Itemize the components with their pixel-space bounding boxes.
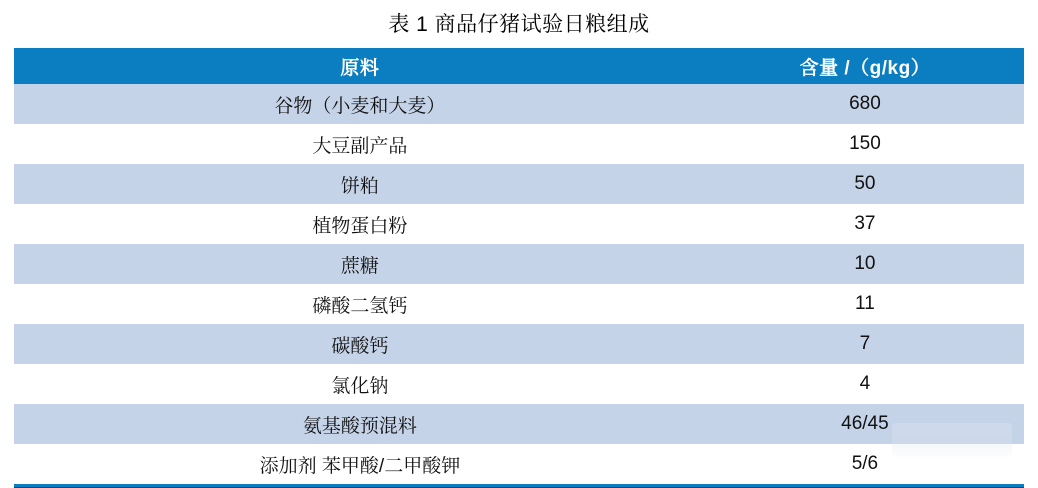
table-row [14, 244, 1024, 284]
table-caption: 表 1 商品仔猪试验日粮组成 [388, 13, 650, 36]
cell-amount: 680 [706, 84, 1024, 124]
cell-ingredient: 植物蛋白粉 [14, 204, 706, 244]
table-row [14, 324, 1024, 364]
table-row [14, 204, 1024, 244]
table-header-row [14, 48, 1024, 84]
cell-amount: 5/6 [706, 444, 1024, 484]
table-row [14, 364, 1024, 404]
table-row [14, 84, 1024, 124]
table-header [14, 48, 1024, 84]
cell-ingredient: 碳酸钙 [14, 324, 706, 364]
table-bottom-rule [14, 484, 1024, 488]
cell-amount: 46/45 [706, 404, 1024, 444]
cell-ingredient: 谷物（小麦和大麦） [14, 84, 706, 124]
cell-amount: 50 [706, 164, 1024, 204]
cell-ingredient: 磷酸二氢钙 [14, 284, 706, 324]
cell-ingredient: 氨基酸预混料 [14, 404, 706, 444]
table-row [14, 164, 1024, 204]
cell-ingredient: 蔗糖 [14, 244, 706, 284]
diet-composition-table [14, 48, 1024, 484]
column-header-amount: 含量 /（g/kg） [706, 48, 1024, 84]
cell-ingredient: 添加剂 苯甲酸/二甲酸钾 [14, 444, 706, 484]
cell-amount: 7 [706, 324, 1024, 364]
table-row [14, 124, 1024, 164]
table-row [14, 444, 1024, 484]
table-row [14, 284, 1024, 324]
cell-amount: 4 [706, 364, 1024, 404]
column-header-ingredient: 原料 [14, 48, 706, 84]
cell-ingredient: 氯化钠 [14, 364, 706, 404]
table-row [14, 404, 1024, 444]
cell-ingredient: 大豆副产品 [14, 124, 706, 164]
cell-ingredient: 饼粕 [14, 164, 706, 204]
cell-amount: 150 [706, 124, 1024, 164]
cell-amount: 37 [706, 204, 1024, 244]
table-body [14, 84, 1024, 484]
table-container [0, 48, 1038, 484]
cell-amount: 11 [706, 284, 1024, 324]
cell-amount: 10 [706, 244, 1024, 284]
